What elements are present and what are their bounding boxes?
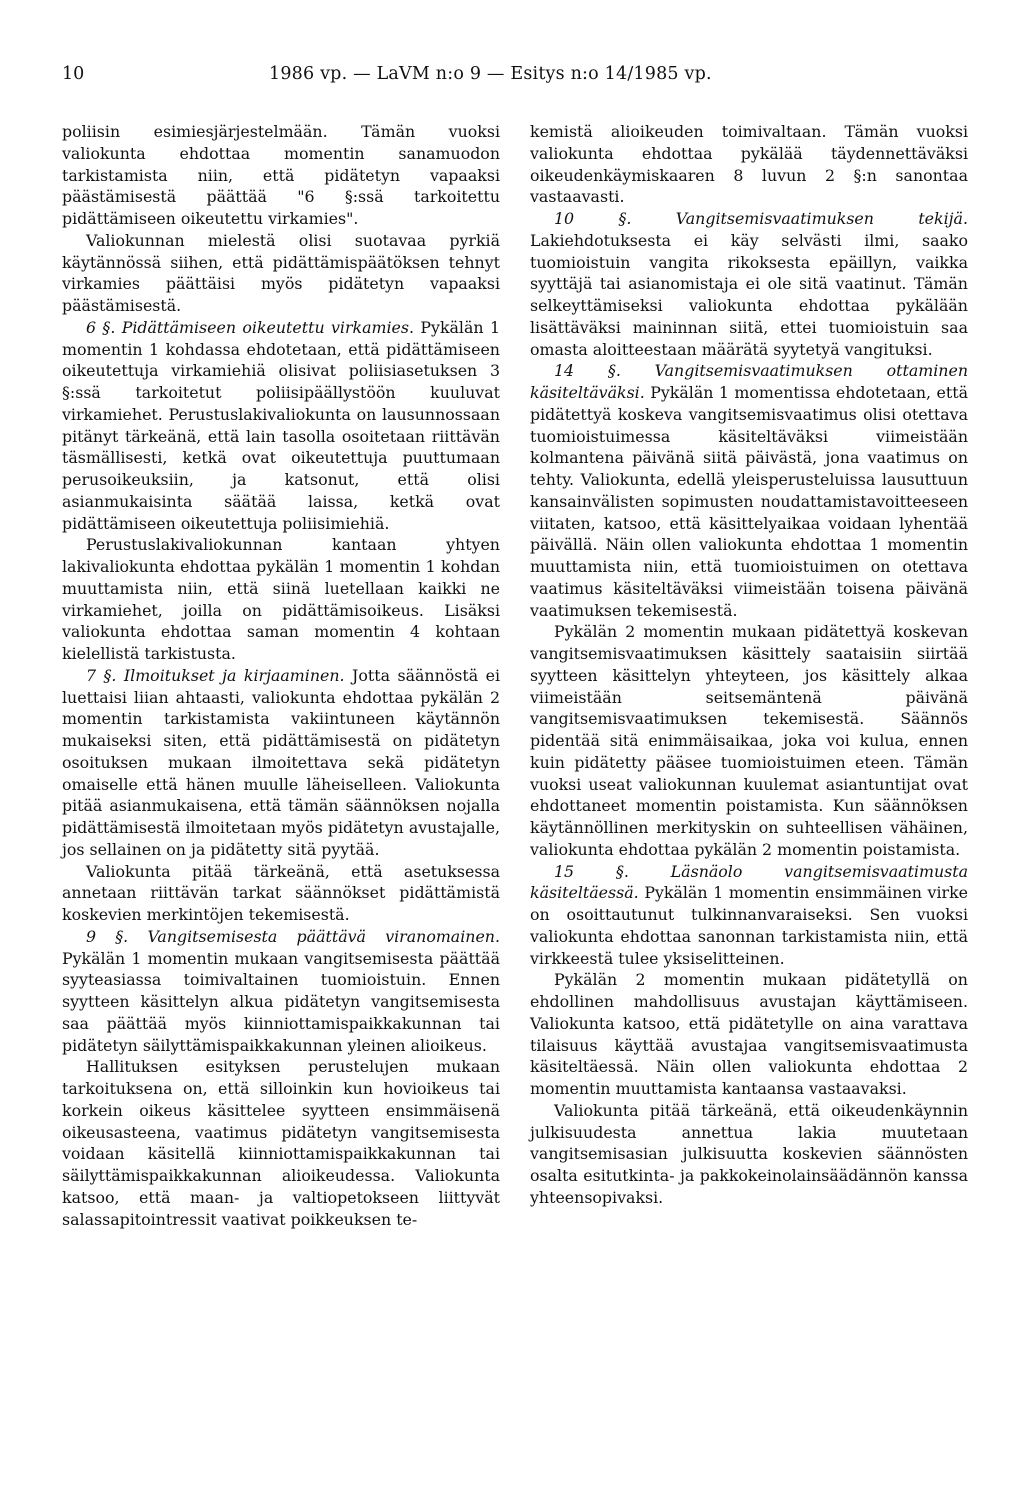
left-column	[62, 121, 500, 1230]
page-header	[62, 64, 962, 88]
paragraph-text: Pykälän 1 momentissa ehdotetaan, että pidätettyä koskeva vangitsemisvaatimus olisi otettava tuomioistuimessa käsiteltäväksi viimeistään kolmantena päivänä siitä päivästä, jona vaatimus on tehty. Valiokunta, edellä yleisperusteluissa lausuttuun kansainvälisten sopimusten noudattamistavoitteeseen viitaten, katsoo, että käsittelyaikaa voidaan lyhentää päivällä. Näin ollen valiokunta ehdottaa 1 momentin muuttamista niin, että tuomioistuimen on otettava vaatimus käsiteltäväksi viimeistään toisena päivänä vaatimuksen tekemisestä.	[530, 383, 969, 620]
paragraph	[62, 926, 500, 1057]
paragraph	[530, 208, 968, 360]
paragraph-text: Valiokunta pitää tärkeänä, että asetuksessa annetaan riittävän tarkat säännökset pidättämistä koskevien merkintöjen tekemisestä.	[62, 861, 500, 924]
paragraph-text: Valiokunta pitää tärkeänä, että oikeudenkäynnin julkisuudesta annettua lakia muutetaan vangitsemisasian julkisuutta koskevien säännösten osalta esitutkinta- ja pakkokeinolainsäädännön kanssa yhteensopivaksi.	[530, 1100, 968, 1207]
paragraph	[62, 534, 500, 665]
section-heading: 10 §. Vangitsemisvaatimuksen tekijä.	[554, 209, 968, 228]
paragraph-text: Perustuslakivaliokunnan kantaan yhtyen lakivaliokunta ehdottaa pykälän 1 momentin 1 kohdan muuttamista niin, että siinä luetellaan kaikki ne virkamiehet, joilla on pidättämisoikeus. Lisäksi valiokunta ehdottaa saman momentin 4 kohtaan kielellistä tarkistusta.	[62, 535, 500, 663]
paragraph-text: Pykälän 1 momentin 1 kohdassa ehdotetaan, että pidättämiseen oikeutettuja virkamiehiä olisivat poliisiasetuksen 3 §:ssä tarkoitetut poliisipäällystöön kuuluvat virkamiehet. Perustuslakivaliokunta on lausunnossaan pitänyt tärkeänä, että lain tasolla osoitetaan riittävän täsmällisesti, ketkä ovat oikeutettuja puuttumaan perusoikeuksiin, ja katsonut, että olisi asianmukaisinta säätää laissa, ketkä ovat pidättämiseen oikeutettuja poliisimiehiä.	[62, 317, 500, 533]
paragraph	[530, 121, 968, 208]
paragraph	[62, 1056, 500, 1230]
paragraph	[62, 665, 500, 861]
paragraph	[62, 121, 500, 230]
paragraph	[530, 1100, 968, 1209]
paragraph-text: Pykälän 2 momentin mukaan pidätetyllä on ehdollinen mahdollisuus avustajan käyttämiseen. Valiokunta katsoo, että pidätetylle on aina varattava tilaisuus käyttää avustajaa vangitsemisvaatimusta käsiteltäessä. Näin ollen valiokunta ehdottaa 2 momentin muuttamista kantaansa vastaavaksi.	[530, 970, 968, 1098]
paragraph-text: Pykälän 2 momentin mukaan pidätettyä koskevan vangitsemisvaatimuksen käsittely saataisiin siirtää syytteen käsittelyn yhteyteen, jos käsittely alkaa viimeistään seitsemäntenä päivänä vangitsemisvaatimuksen tekemisestä. Säännös pidentää sitä enimmäisaikaa, joka voi kulua, ennen kuin pidätetty pääsee tuomioistuimen eteen. Tämän vuoksi useat valiokunnan kuulemat asiantuntijat ovat ehdottaneet momentin poistamista. Kun säännöksen käytännöllinen merkityskin on suhteellisen vähäinen, valiokunta ehdottaa pykälän 2 momentin poistamista.	[530, 622, 968, 859]
paragraph	[530, 969, 968, 1100]
running-title: 1986 vp. — LaVM n:o 9 — Esitys n:o 14/1985 vp.	[269, 64, 712, 84]
paragraph-text: Pykälän 1 momentin ensimmäinen virke on osoittautunut tulkinnanvaraiseksi. Sen vuoksi valiokunta ehdottaa sanonnan tarkistamista niin, että virkkeestä tulee yksiselitteinen.	[530, 883, 968, 968]
paragraph-text: kemistä alioikeuden toimivaltaan. Tämän vuoksi valiokunta ehdottaa pykälää täydennettäväksi oikeudenkäymiskaaren 8 luvun 2 §:n sanontaa vastaavasti.	[530, 122, 968, 207]
paragraph-text: poliisin esimiesjärjestelmään. Tämän vuoksi valiokunta ehdottaa momentin sanamuodon tarkistamista niin, että pidätetyn vapaaksi päästämisestä päättää "6 §:ssä tarkoitettu pidättämiseen oikeutettu virkamies".	[62, 122, 500, 228]
paragraph	[62, 230, 500, 317]
paragraph	[530, 861, 968, 970]
section-heading: 6 §. Pidättämiseen oikeutettu virkamies.	[86, 317, 415, 337]
page-number: 10	[62, 64, 85, 84]
paragraph-text: Lakiehdotuksesta ei käy selvästi ilmi, saako tuomioistuin vangita rikoksesta epäillyn, vaikka syyttäjä tai asianomistaja ei ole sitä vaatinut. Tämän selkeyttämiseksi valiokunta ehdottaa pykälään lisättäväksi maininnan siitä, ettei tuomioistuin saa omasta aloitteestaan määrätä syytetyä vangituksi.	[530, 230, 968, 359]
right-column	[530, 121, 968, 1209]
paragraph-text: Hallituksen esityksen perustelujen mukaan tarkoituksena on, että silloinkin kun hovioikeus tai korkein oikeus käsittelee syytteen ensimmäisenä oikeusasteena, vaatimus pidätetyn vangitsemisesta voidaan käsitellä kiinniottamispaikkakunnan tai säilyttämispaikkakunnan alioikeudessa. Valiokunta katsoo, että maan- ja valtiopetokseen liittyvät salassapitointressit vaativat poikkeuksen te-	[62, 1057, 500, 1229]
paragraph	[530, 360, 968, 621]
section-heading: 15 §. Läsnäolo vangitsemisvaatimusta käsiteltäessä.	[530, 861, 968, 903]
section-heading: 7 §. Ilmoitukset ja kirjaaminen.	[86, 665, 345, 685]
section-heading: 9 §. Vangitsemisesta päättävä viranomainen.	[86, 926, 500, 946]
paragraph	[62, 861, 500, 926]
section-heading: 14 §. Vangitsemisvaatimuksen ottaminen käsiteltäväksi.	[530, 361, 968, 402]
paragraph-text: Pykälän 1 momentin mukaan vangitsemisesta päättää syyteasiassa toimivaltainen tuomioistuin. Ennen syytteen käsittelyn alkua pidätetyn vangitsemisesta saa päättää myös kiinniottamispaikkakunnan tai pidätetyn säilyttämispaikkakunnan yleinen alioikeus.	[62, 948, 500, 1055]
paragraph	[62, 317, 500, 535]
paragraph-text: Jotta säännöstä ei luettaisi liian ahtaasti, valiokunta ehdottaa pykälän 2 momentin tarkistamista vakiintuneen käytännön mukaiseksi siten, että pidättämisestä on pidätetyn osoituksen mukaan ilmoitettava sekä pidätetyn omaiselle että hänen muulle läheiselleen. Valiokunta pitää asianmukaisena, että tämän säännöksen nojalla pidättämisestä ilmoitetaan myös pidätetyn avustajalle, jos sellainen on ja pidätetty sitä pyytää.	[62, 665, 500, 859]
paragraph	[530, 621, 968, 860]
paragraph-text: Valiokunnan mielestä olisi suotavaa pyrkiä käytännössä siihen, että pidättämispäätöksen tehnyt virkamies päättäisi myös pidätetyn vapaaksi päästämisestä.	[62, 230, 500, 315]
